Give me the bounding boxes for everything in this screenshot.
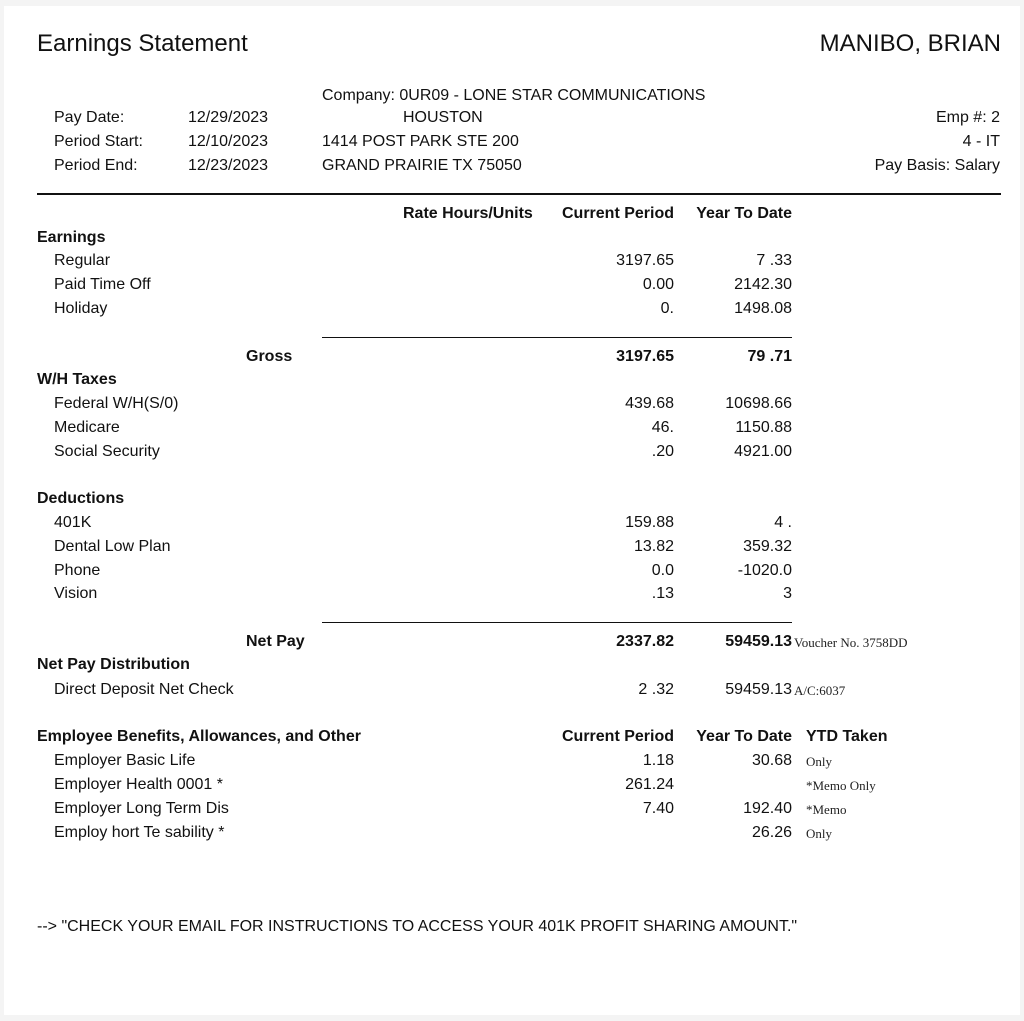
benefit-row-current: 1.18 bbox=[642, 752, 674, 769]
col-rate-hours: Rate Hours/Units bbox=[403, 205, 533, 222]
benefit-row-ytd: 26.26 bbox=[751, 824, 792, 841]
gross-current: 3197.65 bbox=[616, 348, 674, 365]
net-pay-label: Net Pay bbox=[246, 633, 305, 650]
benefit-row-label: Employer Long Term Dis bbox=[54, 800, 229, 817]
benefit-row-note: *Memo Only bbox=[806, 778, 876, 793]
employee-number bbox=[936, 108, 1000, 128]
distribution-label: Direct Deposit Net Check bbox=[54, 681, 234, 698]
pay-basis bbox=[875, 156, 1000, 176]
earnings-row-label: Holiday bbox=[54, 300, 108, 317]
footer-message: --> "CHECK YOUR EMAIL FOR INSTRUCTIONS TO ACCESS YOUR 401K PROFIT SHARING AMOUNT." bbox=[37, 918, 798, 935]
earnings-row-label: Regular bbox=[54, 252, 111, 269]
deduction-row-current: 13.82 bbox=[633, 538, 674, 555]
company-address: 1414 POST PARK STE 200 bbox=[322, 133, 519, 150]
account-number: A/C:6037 bbox=[794, 683, 846, 698]
deduction-row-label: Dental Low Plan bbox=[54, 538, 171, 555]
pay-basis-label: Pay Basis: bbox=[874, 157, 951, 174]
tax-row-ytd: 10698.66 bbox=[725, 395, 792, 412]
deduction-row-ytd: 359.32 bbox=[743, 538, 792, 555]
earnings-row-label: Paid Time Off bbox=[54, 276, 151, 293]
earnings-row-ytd: 1498.08 bbox=[734, 300, 792, 317]
emp-number-label: Emp #: bbox=[935, 109, 987, 126]
department: 4 - IT bbox=[962, 133, 1000, 150]
voucher-number: Voucher No. 3758DD bbox=[794, 635, 908, 650]
tax-row-ytd: 4921.00 bbox=[734, 443, 792, 460]
emp-number-value: 2 bbox=[991, 109, 1000, 126]
employee-name: MANIBO, BRIAN bbox=[819, 30, 1001, 57]
distribution-ytd: 59459.13 bbox=[725, 681, 792, 698]
deduction-row-label: 401K bbox=[54, 514, 92, 531]
deduction-row-ytd: 4 . bbox=[774, 514, 792, 531]
earnings-row-current: 0.00 bbox=[642, 276, 674, 293]
tax-row-label: Federal W/H(S/0) bbox=[54, 395, 179, 412]
benefit-row-ytd: 192.40 bbox=[743, 800, 792, 817]
earnings-row-ytd: 2142.30 bbox=[734, 276, 792, 293]
benefit-row-current: 261.24 bbox=[625, 776, 674, 793]
header-divider bbox=[37, 193, 1001, 195]
distribution-heading: Net Pay Distribution bbox=[37, 656, 190, 673]
deduction-row-current: .13 bbox=[651, 585, 674, 602]
tax-row-label: Social Security bbox=[54, 443, 160, 460]
net-pay-divider bbox=[322, 622, 792, 623]
company-city-state-zip: GRAND PRAIRIE TX 75050 bbox=[322, 157, 522, 174]
pay-date-label: Pay Date: bbox=[54, 109, 125, 126]
col-ytd: Year To Date bbox=[696, 205, 792, 222]
period-end-label: Period End: bbox=[54, 157, 138, 174]
deduction-row-label: Vision bbox=[54, 585, 98, 602]
company-city: HOUSTON bbox=[403, 109, 483, 126]
tax-row-label: Medicare bbox=[54, 419, 120, 436]
earnings-heading: Earnings bbox=[37, 229, 106, 246]
pay-date-value: 12/29/2023 bbox=[188, 109, 269, 126]
net-pay-ytd: 59459.13 bbox=[725, 633, 792, 650]
pay-basis-value: Salary bbox=[954, 157, 1000, 174]
benefit-row-label: Employ hort Te sability * bbox=[54, 824, 225, 841]
earnings-statement-page bbox=[4, 6, 1020, 1015]
gross-ytd: 79 .71 bbox=[747, 348, 792, 365]
benefit-row-note: Only bbox=[806, 754, 832, 769]
period-start-value: 12/10/2023 bbox=[188, 133, 269, 150]
benefit-row-current: 7.40 bbox=[642, 800, 674, 817]
earnings-row-current: 3197.65 bbox=[616, 252, 674, 269]
deduction-row-current: 0.0 bbox=[651, 562, 674, 579]
deduction-row-label: Phone bbox=[54, 562, 101, 579]
taxes-heading: W/H Taxes bbox=[37, 371, 117, 388]
deductions-heading: Deductions bbox=[37, 490, 125, 507]
tax-row-current: .20 bbox=[651, 443, 674, 460]
company-name: Company: 0UR09 - LONE STAR COMMUNICATIONS bbox=[322, 87, 706, 104]
benefits-heading: Employee Benefits, Allowances, and Other bbox=[37, 728, 361, 745]
period-start-label: Period Start: bbox=[54, 133, 143, 150]
distribution-current: 2 .32 bbox=[638, 681, 674, 698]
col-current-period: Current Period bbox=[561, 205, 674, 222]
earnings-row-current: 0. bbox=[660, 300, 674, 317]
benefit-row-note: Only bbox=[806, 826, 832, 841]
benefit-row-ytd: 30.68 bbox=[751, 752, 792, 769]
earnings-row-ytd: 7 .33 bbox=[756, 252, 792, 269]
deduction-row-ytd: 3 bbox=[783, 585, 792, 602]
benefit-row-label: Employer Health 0001 * bbox=[54, 776, 223, 793]
gross-divider bbox=[322, 337, 792, 338]
net-pay-current: 2337.82 bbox=[616, 633, 674, 650]
gross-label: Gross bbox=[246, 348, 293, 365]
tax-row-current: 439.68 bbox=[625, 395, 674, 412]
benefits-col-current: Current Period bbox=[561, 728, 674, 745]
deduction-row-ytd: -1020.0 bbox=[737, 562, 792, 579]
tax-row-current: 46. bbox=[651, 419, 674, 436]
tax-row-ytd: 1150.88 bbox=[735, 419, 792, 436]
benefits-col-ytd: Year To Date bbox=[696, 728, 792, 745]
benefits-col-taken: YTD Taken bbox=[806, 728, 888, 745]
benefit-row-label: Employer Basic Life bbox=[54, 752, 196, 769]
period-end-value: 12/23/2023 bbox=[188, 157, 269, 174]
deduction-row-current: 159.88 bbox=[625, 514, 674, 531]
document-title: Earnings Statement bbox=[37, 30, 248, 57]
benefit-row-note: *Memo bbox=[806, 802, 847, 817]
